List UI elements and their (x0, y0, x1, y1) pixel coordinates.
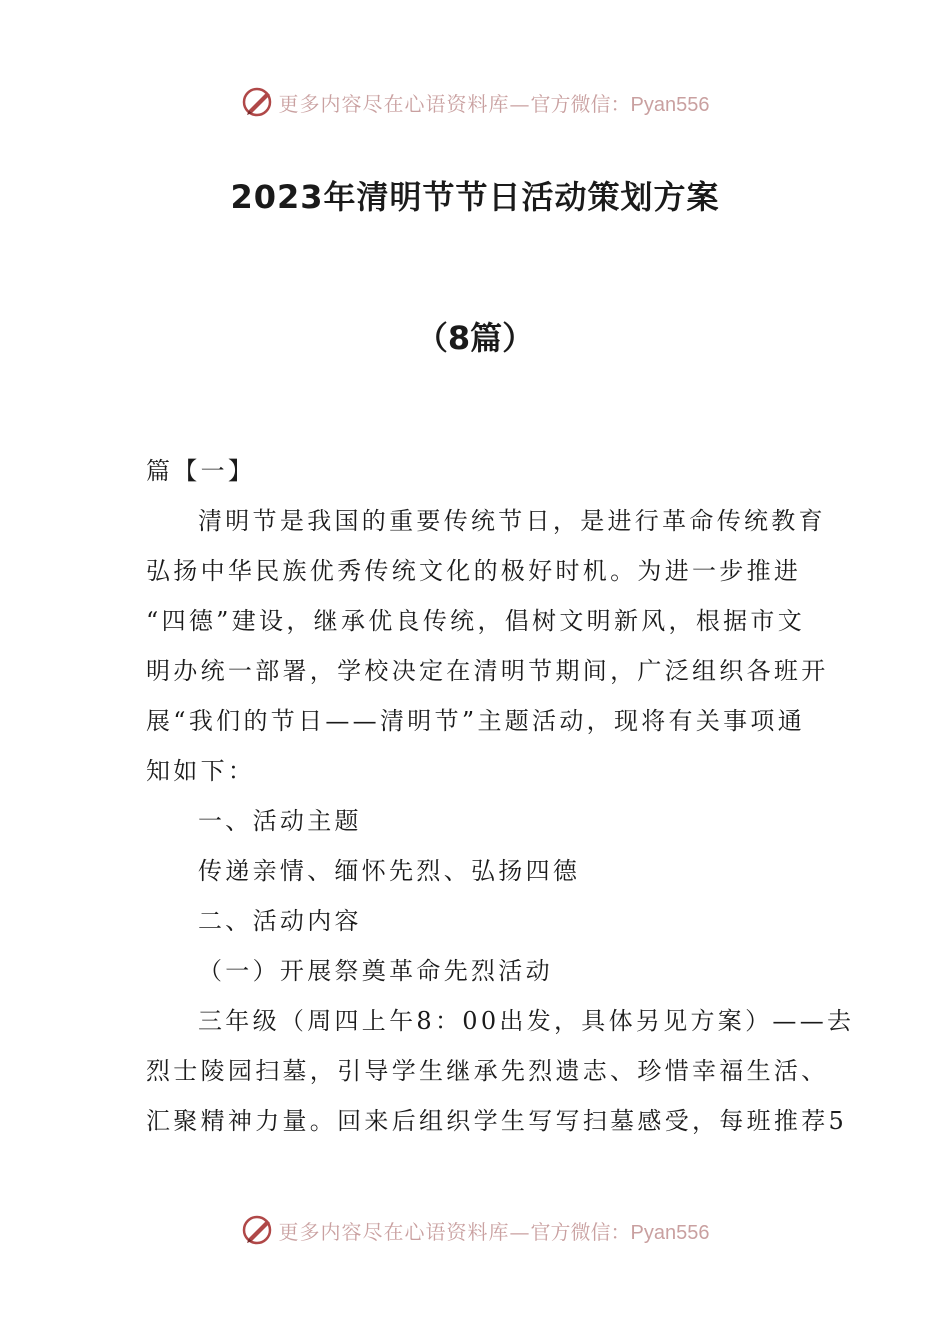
subheading-line: （一）开展祭奠革命先烈活动 (198, 957, 553, 985)
subheading-line: 一、活动主题 (198, 807, 362, 835)
document-subtitle: （8篇） (415, 319, 535, 357)
banner-wechat-text: 官方微信：Pyan556 (530, 93, 710, 116)
header-watermark-banner (0, 82, 950, 122)
subheading-line: 二、活动内容 (198, 907, 362, 935)
banner-brand-text: 更多内容尽在心语资料库— (278, 1219, 531, 1244)
paragraph-line: 传递亲情、缅怀先烈、弘扬四德 (198, 857, 581, 885)
document-title: 2023年清明节节日活动策划方案 (230, 178, 720, 216)
banner-wechat-text: 官方微信：Pyan556 (530, 1221, 710, 1244)
banner-brand-text: 更多内容尽在心语资料库— (278, 91, 531, 116)
paragraph-line: 烈士陵园扫墓，引导学生继承先烈遗志、珍惜幸福生活、 (146, 1057, 829, 1085)
paragraph-line: 清明节是我国的重要传统节日，是进行革命传统教育 (198, 507, 826, 535)
section-heading: 篇【一】 (146, 457, 256, 485)
paragraph-line: 明办统一部署，学校决定在清明节期间，广泛组织各班开 (146, 657, 829, 685)
paragraph-line: 知如下： (146, 757, 256, 785)
paragraph-line: 三年级（周四上午8：00出发，具体另见方案）——去 (198, 1007, 855, 1035)
pen-circle-logo-icon (241, 85, 275, 119)
pen-circle-logo-icon (241, 1213, 275, 1247)
document-body (146, 446, 855, 1146)
paragraph-line: 弘扬中华民族优秀传统文化的极好时机。为进一步推进 (146, 557, 802, 585)
paragraph-line: “四德”建设，继承优良传统，倡树文明新风，根据市文 (146, 607, 806, 635)
paragraph-line: 展“我们的节日——清明节”主题活动，现将有关事项通 (146, 707, 806, 735)
paragraph-line: 汇聚精神力量。回来后组织学生写写扫墓感受，每班推荐5 (146, 1107, 848, 1135)
footer-watermark-banner (0, 1210, 950, 1250)
